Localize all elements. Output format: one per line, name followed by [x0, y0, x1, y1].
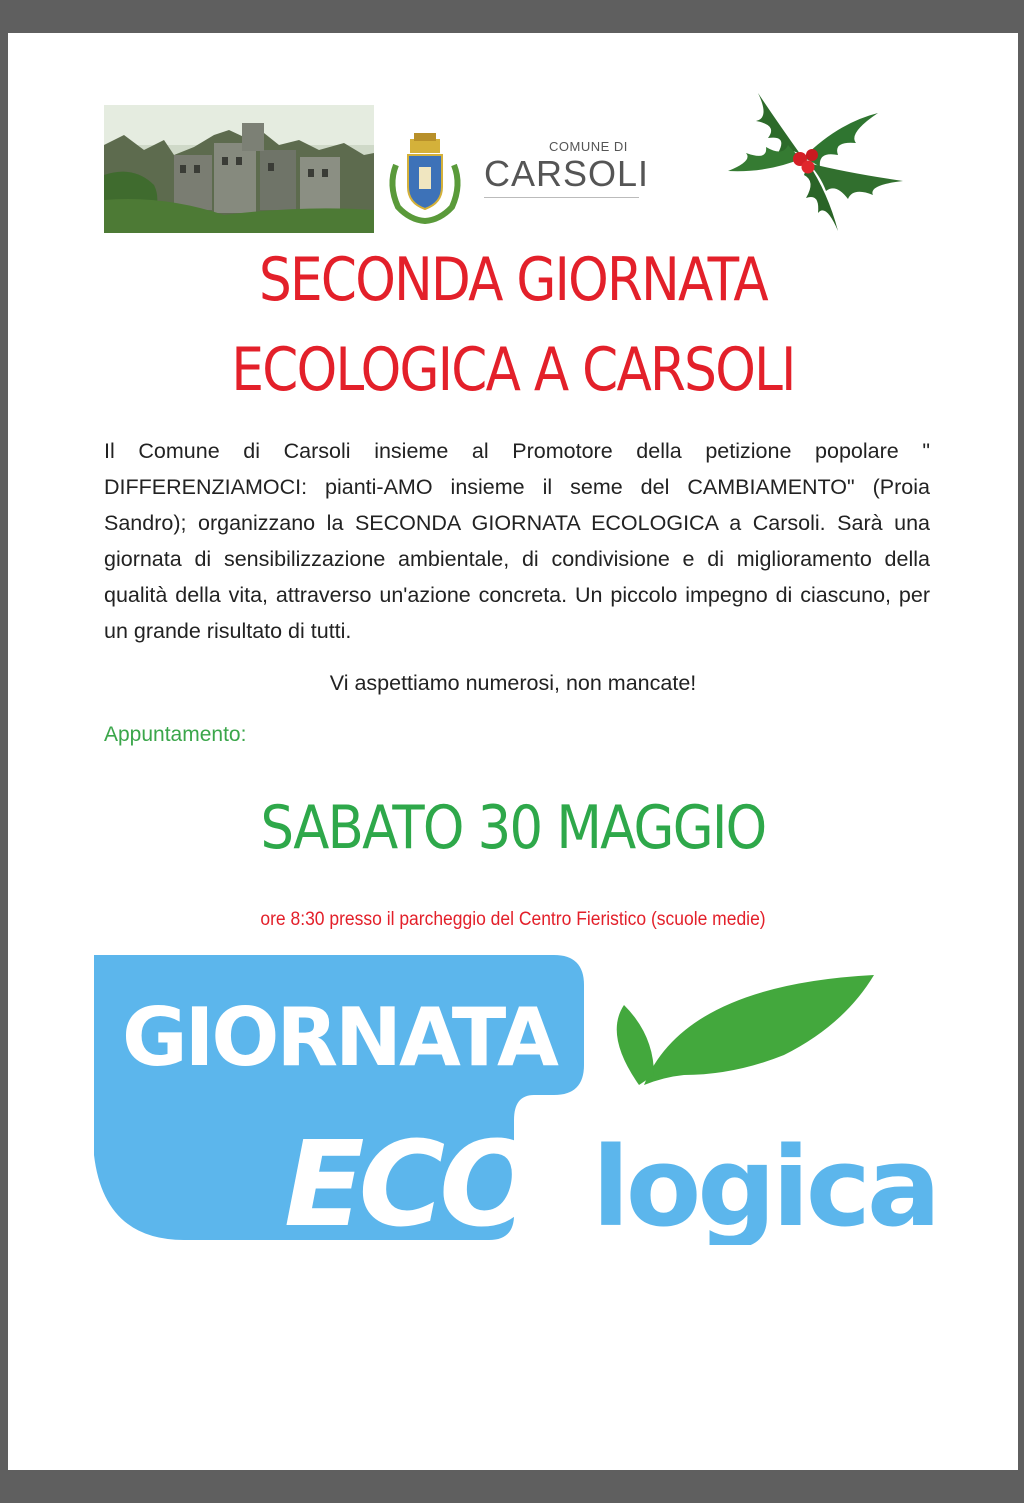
- description-paragraph: Il Comune di Carsoli insieme al Promotore della petizione popolare " DIFFERENZIAMOCI: pianti-AMO insieme il seme del CAMBIAMENTO" (Proia Sandro); organizzano la SECONDA GIORNATA ECOLOGICA a Carsoli. Sarà una giornata di sensibilizzazione ambientale, di condivisione e di miglioramento della qualità della vita, attraverso un'azione concreta. Un piccolo impegno di ciascuno, per un grande risultato di tutti.: [104, 439, 930, 643]
- welcome-text: Vi aspettiamo numerosi, non mancate!: [329, 671, 697, 695]
- divider: [484, 197, 639, 198]
- logo-word-eco: ECO: [284, 1115, 534, 1245]
- header-banner: [104, 105, 652, 233]
- comune-label: COMUNE DI: [549, 139, 628, 154]
- title-line-1: SECONDA GIORNATA: [259, 245, 767, 315]
- comune-name: CARSOLI: [484, 153, 650, 194]
- holly-icon: [708, 63, 908, 233]
- event-date: SABATO 30 MAGGIO: [260, 793, 766, 863]
- town-crest-icon: [384, 125, 466, 225]
- appointment-label: Appuntamento:: [104, 723, 247, 746]
- flyer-page: [8, 33, 1018, 1470]
- logo-word-giornata: GIORNATA: [122, 991, 556, 1084]
- logo-word-logica: logica: [592, 1123, 938, 1245]
- event-time-place: ore 8:30 presso il parcheggio del Centro Fieristico (scuole medie): [260, 909, 766, 930]
- giornata-ecologica-logo: [84, 945, 974, 1245]
- town-photo: [104, 105, 374, 233]
- title-line-2: ECOLOGICA A CARSOLI: [231, 335, 795, 405]
- small-leaf-icon: [617, 1005, 654, 1085]
- big-leaf-icon: [644, 975, 874, 1085]
